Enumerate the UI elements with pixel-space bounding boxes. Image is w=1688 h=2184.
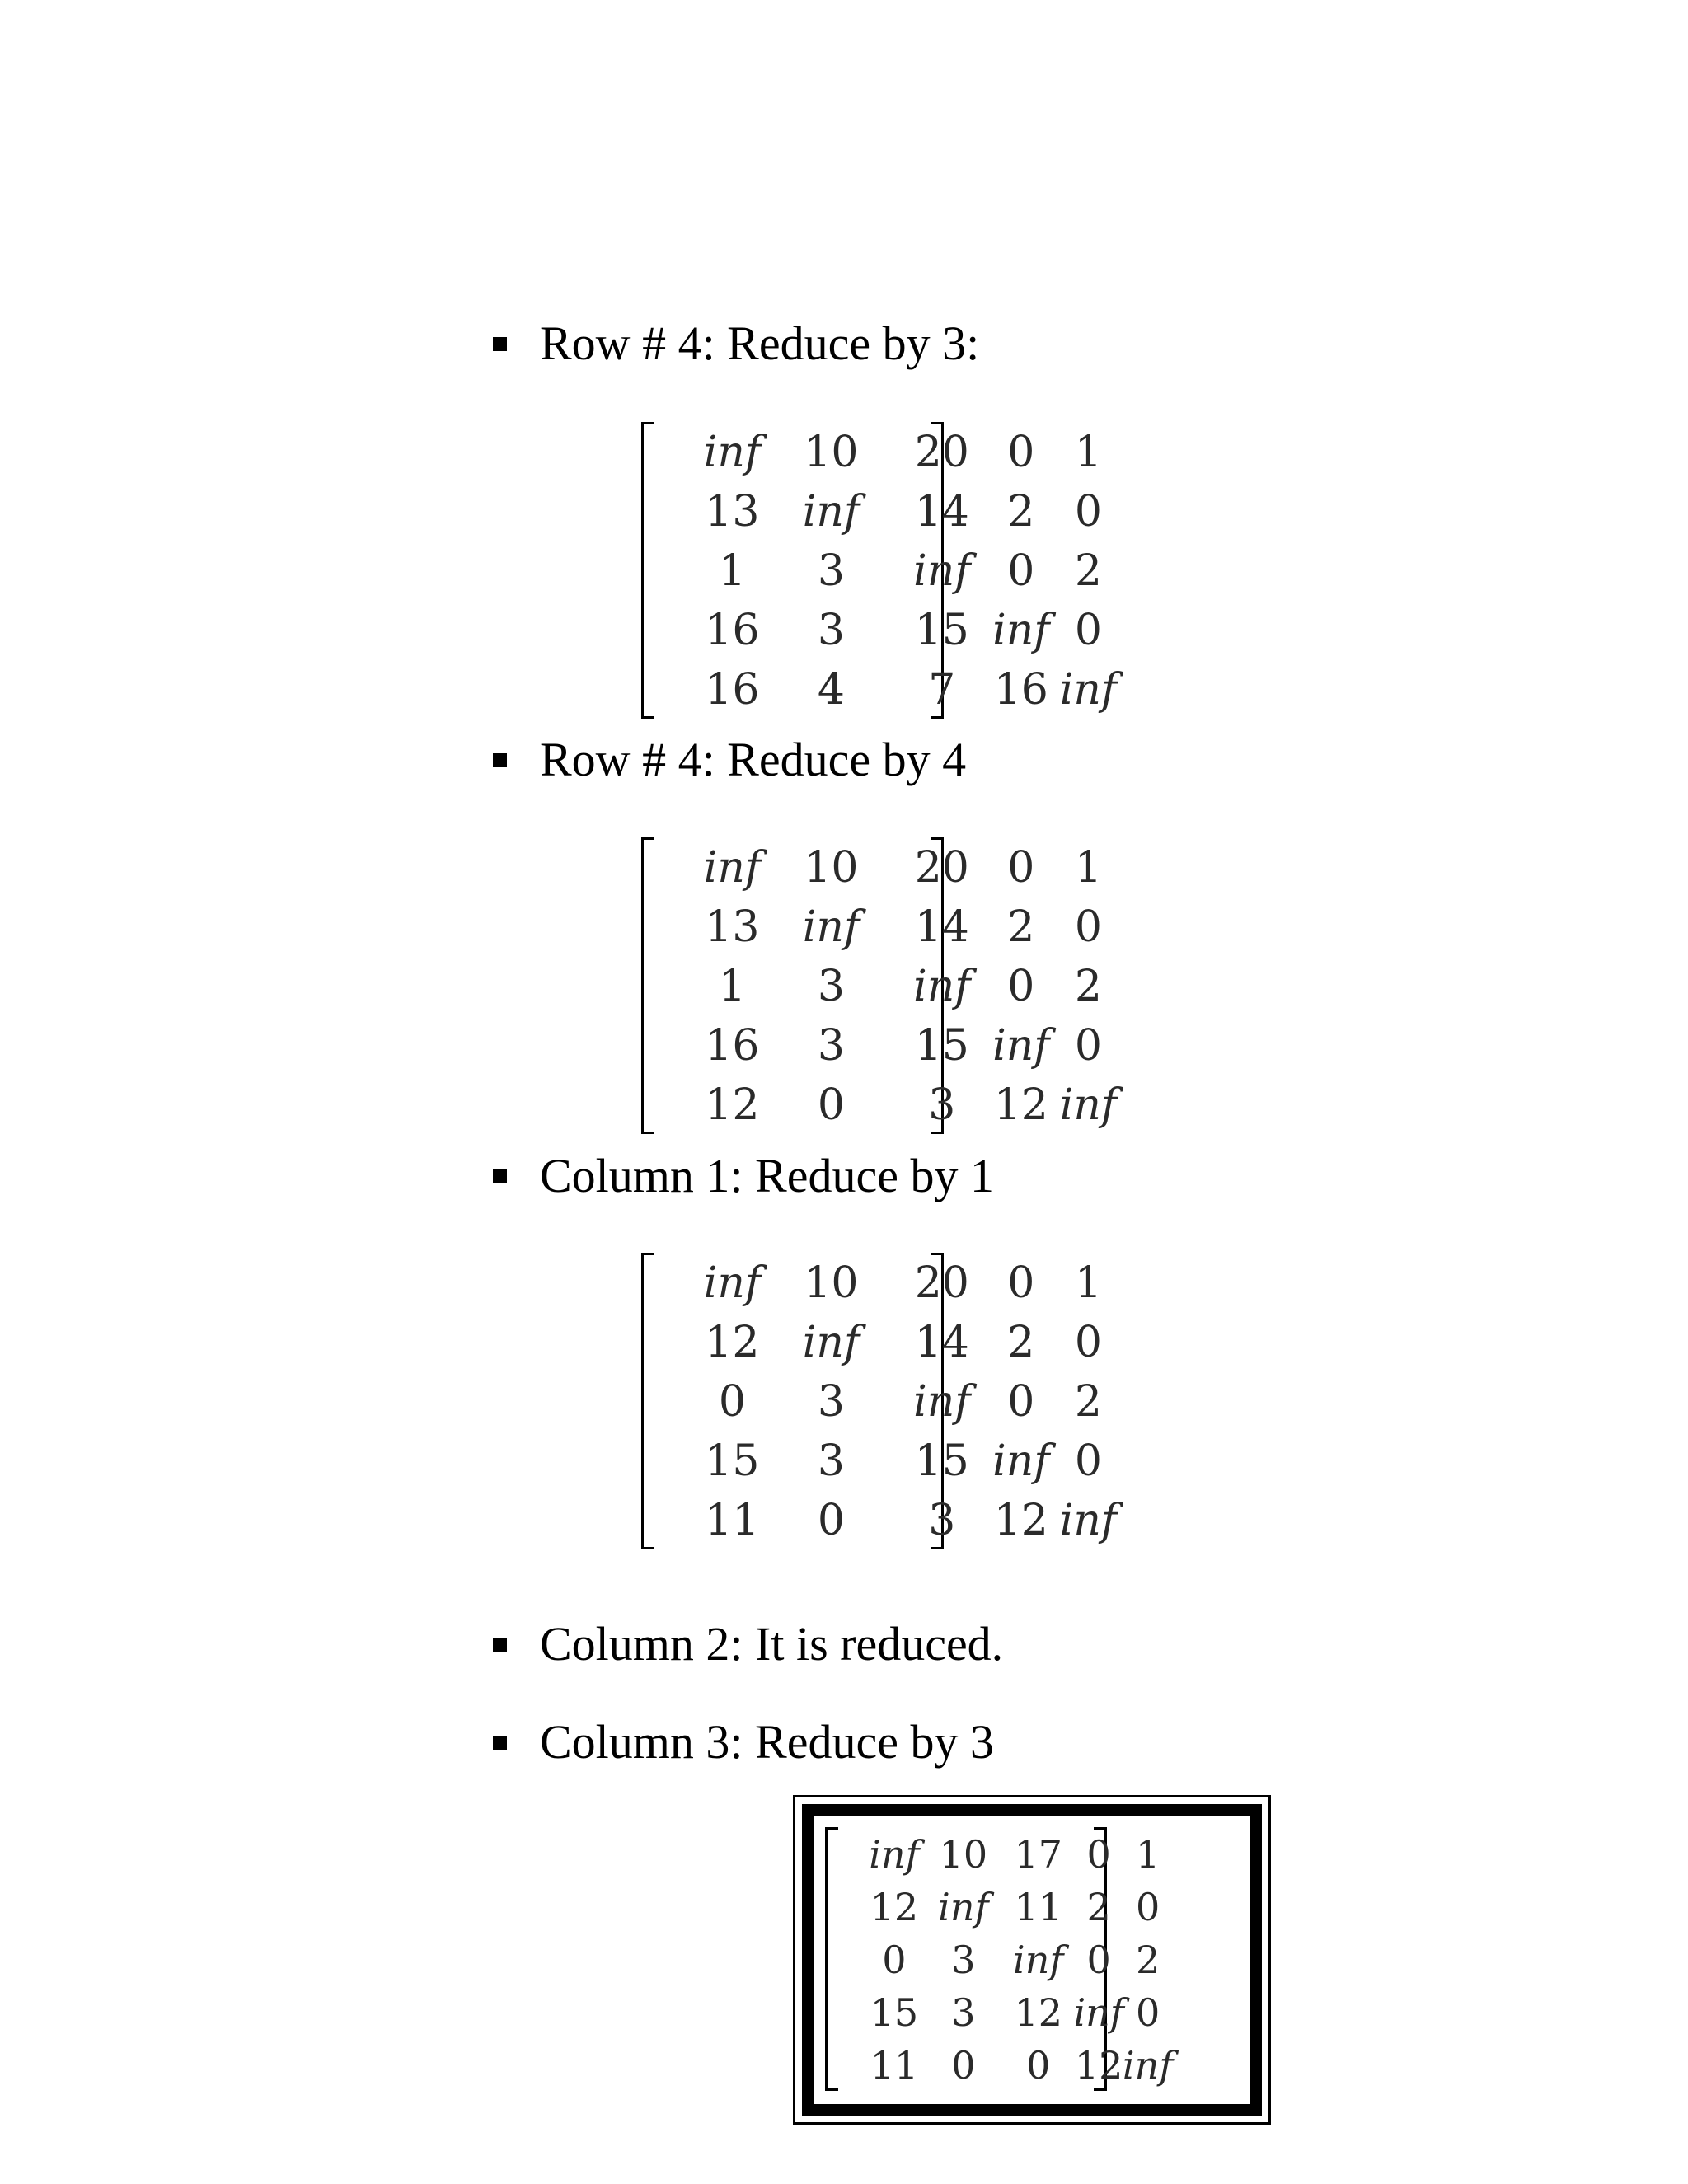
bullet-icon (493, 1736, 507, 1750)
step-label: Column 2: It is reduced. (540, 1617, 1004, 1671)
matrix-cell: 3 (817, 961, 845, 1011)
matrix-1 (641, 422, 1136, 719)
matrix-cell: inf (913, 546, 971, 596)
matrix-cell: 3 (951, 1937, 976, 1982)
matrix-cell: 0 (1074, 1317, 1102, 1367)
matrix-cell: 20 (914, 427, 969, 477)
matrix-cell: 3 (817, 1436, 845, 1486)
bullet-icon (493, 753, 507, 767)
matrix-cell: inf (992, 605, 1050, 655)
matrix-cell: 11 (1014, 1884, 1063, 1929)
matrix-cell: 0 (1007, 546, 1035, 596)
matrix-cell: 2 (1007, 1317, 1035, 1367)
step-label: Column 1: Reduce by 1 (540, 1149, 994, 1202)
matrix-cell: 0 (1135, 1884, 1160, 1929)
matrix-cell: 4 (817, 664, 845, 715)
matrix-cell: 0 (1074, 486, 1102, 537)
matrix-cell: inf (802, 1317, 860, 1367)
matrix-cell: 0 (1007, 1376, 1035, 1427)
step-label: Column 3: Reduce by 3 (540, 1715, 994, 1769)
left-bracket (641, 422, 654, 719)
matrix-cell: inf (1059, 1495, 1118, 1545)
matrix-cell: 10 (804, 427, 859, 477)
matrix-cell: 0 (817, 1080, 845, 1130)
bullet-icon (493, 1169, 507, 1183)
matrix-cell: 11 (870, 2042, 919, 2088)
matrix-cell: inf (1013, 1937, 1064, 1982)
matrix-cell: 14 (914, 902, 969, 952)
matrix-cell: 0 (1074, 902, 1102, 952)
matrix-cell: 0 (718, 1376, 746, 1427)
matrix-cell: 0 (951, 2042, 976, 2088)
matrix-cell: inf (1059, 1080, 1118, 1130)
left-bracket (825, 1827, 838, 2091)
matrix-cell: 1 (1074, 842, 1102, 893)
matrix-cell: 0 (1007, 961, 1035, 1011)
matrix-cell: 20 (914, 842, 969, 893)
matrix-cell: 12 (870, 1884, 919, 1929)
matrix-cell: 11 (705, 1495, 760, 1545)
step-row4-reduce-by-3 (493, 316, 980, 370)
matrix-cell: 10 (804, 842, 859, 893)
matrix-cell: inf (869, 1831, 920, 1877)
left-bracket (641, 837, 654, 1134)
matrix-cell: inf (938, 1884, 989, 1929)
matrix-cell: 1 (1074, 427, 1102, 477)
matrix-cell: 0 (1074, 605, 1102, 655)
matrix-cell: 0 (1007, 1258, 1035, 1308)
step-row4-reduce-by-4 (493, 733, 967, 786)
matrix-cell: inf (913, 961, 971, 1011)
matrix-cell: 7 (928, 664, 956, 715)
matrix-cell: inf (1059, 664, 1118, 715)
matrix-cell: 0 (1074, 1436, 1102, 1486)
matrix-cell: inf (802, 902, 860, 952)
matrix-cell: 16 (705, 664, 760, 715)
matrix-cell: 0 (1135, 1990, 1160, 2035)
matrix-cell: 0 (882, 1937, 907, 1982)
matrix-cell: 2 (1135, 1937, 1160, 1982)
matrix-cell: 3 (817, 546, 845, 596)
matrix-cell: 0 (1074, 1020, 1102, 1071)
matrix-cell: 16 (705, 605, 760, 655)
matrix-cell: 15 (914, 1020, 969, 1071)
matrix-cell: 2 (1007, 902, 1035, 952)
step-column2-reduced (493, 1617, 1004, 1671)
matrix-cell: 3 (951, 1990, 976, 2035)
matrix-4 (825, 1827, 1252, 2091)
left-bracket (641, 1253, 654, 1549)
matrix-cell: inf (913, 1376, 971, 1427)
matrix-cell: 15 (705, 1436, 760, 1486)
matrix-cell: inf (992, 1436, 1050, 1486)
matrix-cell: 0 (817, 1495, 845, 1545)
matrix-cell: inf (703, 1258, 762, 1308)
matrix-cell: 15 (914, 605, 969, 655)
matrix-3 (641, 1253, 1136, 1549)
matrix-cell: 13 (705, 486, 760, 537)
matrix-cell: 20 (914, 1258, 969, 1308)
matrix-cell: 12 (993, 1495, 1048, 1545)
bullet-icon (493, 337, 507, 351)
matrix-cell: 13 (705, 902, 760, 952)
matrix-cell: 1 (1074, 1258, 1102, 1308)
bullet-icon (493, 1638, 507, 1652)
step-column1-reduce-by-1 (493, 1149, 994, 1202)
matrix-cell: 2 (1007, 486, 1035, 537)
matrix-cell: 2 (1074, 546, 1102, 596)
matrix-cell: inf (703, 842, 762, 893)
step-label: Row # 4: Reduce by 4 (540, 733, 967, 786)
matrix-cell: 12 (1014, 1990, 1063, 2035)
matrix-cell: 12 (705, 1317, 760, 1367)
matrix-cell: 3 (928, 1080, 956, 1130)
matrix-cell: 12 (705, 1080, 760, 1130)
matrix-cell: 0 (1007, 427, 1035, 477)
matrix-cell: 1 (718, 546, 746, 596)
matrix-cell: 10 (804, 1258, 859, 1308)
matrix-cell: 3 (817, 1020, 845, 1071)
matrix-cell: 15 (870, 1990, 919, 2035)
matrix-cell: inf (1073, 1990, 1124, 2035)
matrix-cell: inf (703, 427, 762, 477)
matrix-cell: 0 (1007, 842, 1035, 893)
matrix-cell: 15 (914, 1436, 969, 1486)
matrix-cell: 16 (993, 664, 1048, 715)
matrix-cell: 2 (1074, 1376, 1102, 1427)
matrix-cell: 0 (1086, 1937, 1111, 1982)
matrix-cell: 10 (939, 1831, 988, 1877)
matrix-cell: 12 (993, 1080, 1048, 1130)
matrix-cell: inf (802, 486, 860, 537)
matrix-cell: 3 (928, 1495, 956, 1545)
matrix-cell: 2 (1086, 1884, 1111, 1929)
matrix-cell: 17 (1014, 1831, 1063, 1877)
matrix-cell: 0 (1026, 2042, 1051, 2088)
step-label: Row # 4: Reduce by 3: (540, 316, 980, 370)
matrix-cell: 1 (718, 961, 746, 1011)
matrix-cell: 3 (817, 605, 845, 655)
matrix-cell: 0 (1086, 1831, 1111, 1877)
matrix-cell: 2 (1074, 961, 1102, 1011)
framed-matrix-inner (802, 1804, 1262, 2116)
matrix-cell: 14 (914, 1317, 969, 1367)
matrix-cell: 1 (1135, 1831, 1160, 1877)
step-column3-reduce-by-3 (493, 1715, 994, 1769)
matrix-cell: inf (992, 1020, 1050, 1071)
matrix-cell: 16 (705, 1020, 760, 1071)
matrix-2 (641, 837, 1136, 1134)
matrix-cell: 14 (914, 486, 969, 537)
matrix-cell: inf (1122, 2042, 1174, 2088)
matrix-cell: 3 (817, 1376, 845, 1427)
framed-matrix-box (793, 1795, 1271, 2125)
matrix-cell: 12 (1074, 2042, 1123, 2088)
